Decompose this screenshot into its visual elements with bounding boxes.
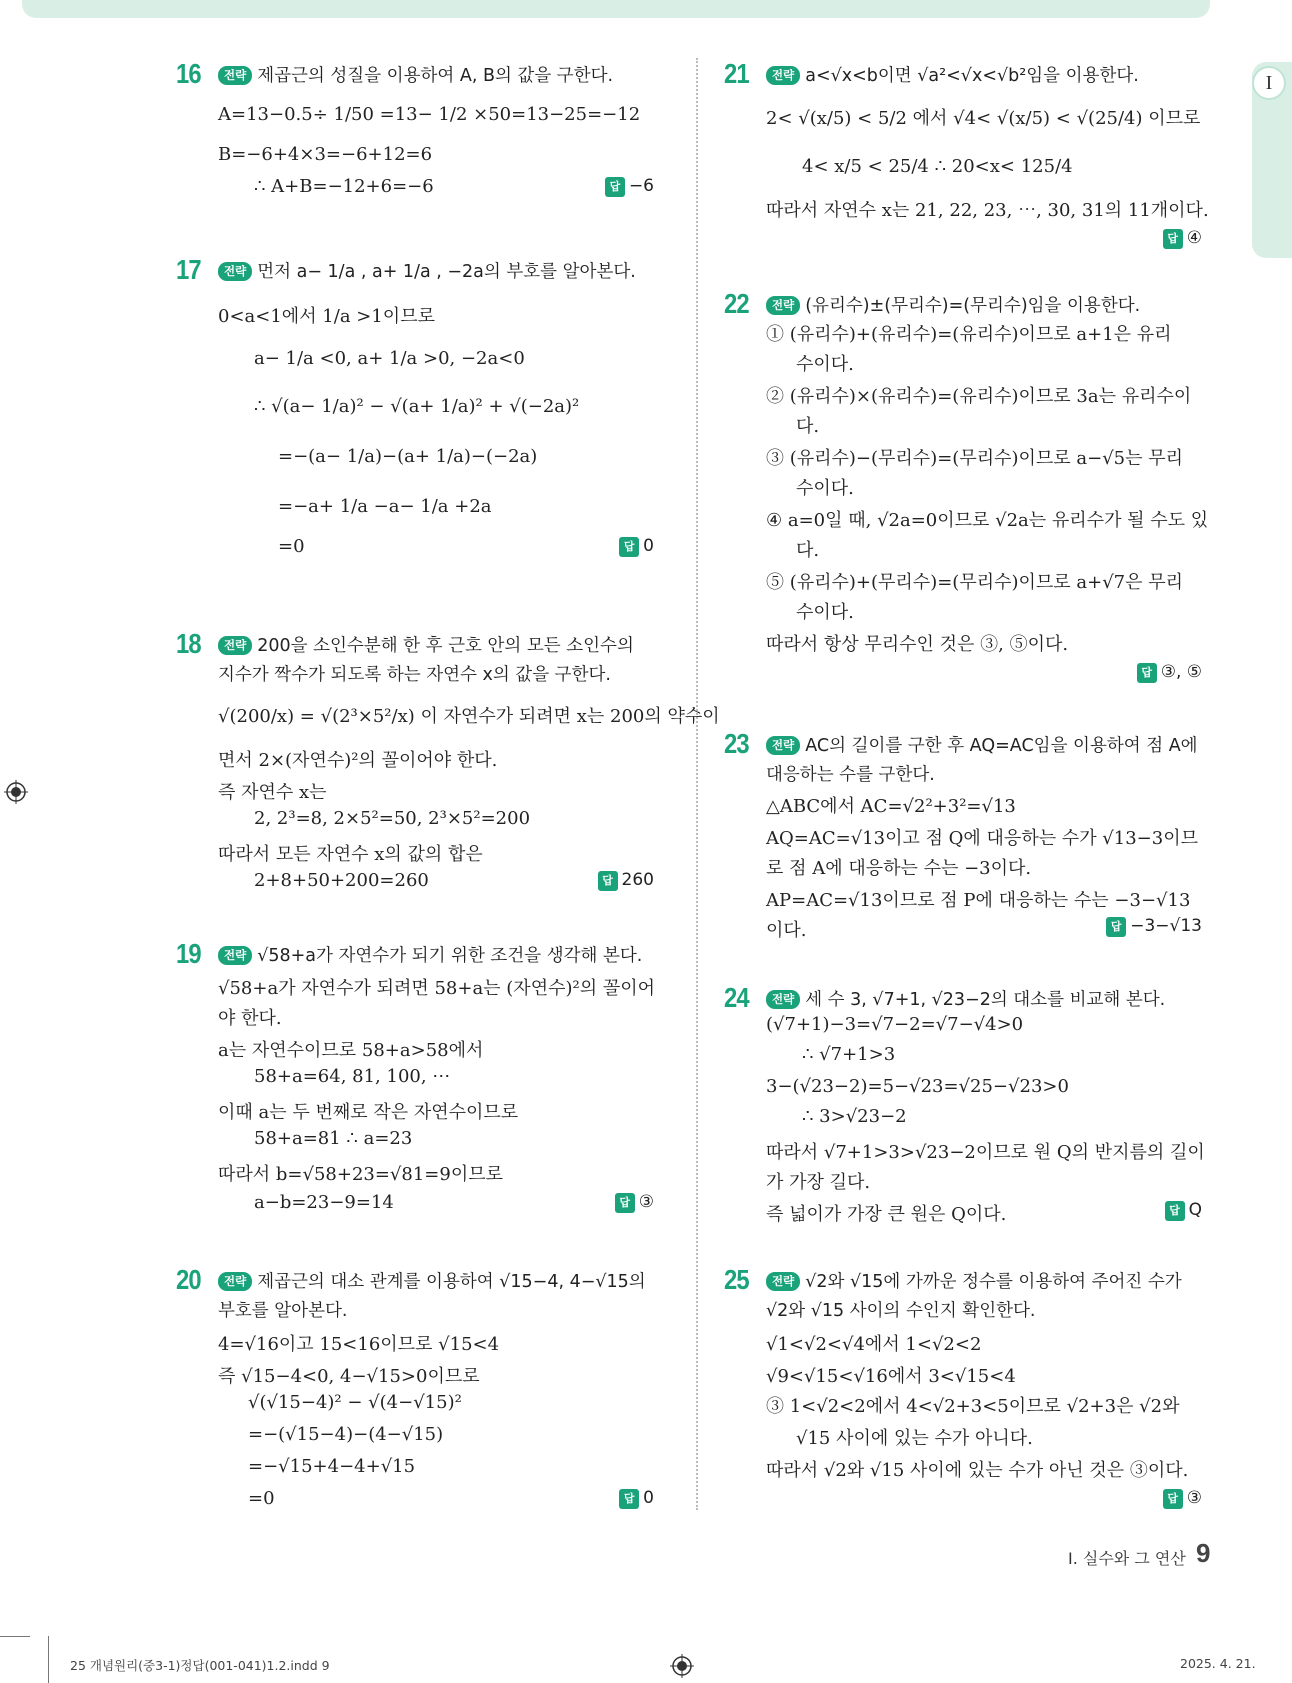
solution-line: =−a+ 1/a −a− 1/a +2a bbox=[278, 496, 492, 517]
strategy-text: a<√x<b이면 √a²<√x<√b²임을 이용한다. bbox=[805, 66, 1139, 86]
crop-line bbox=[48, 1636, 49, 1683]
solution-line: 2+8+50+200=260 bbox=[254, 870, 429, 891]
strategy-badge: 전략 bbox=[766, 296, 800, 315]
solution-line: 수이다. bbox=[796, 354, 854, 375]
chapter-marker: I bbox=[1252, 66, 1286, 100]
strategy-text: (유리수)±(무리수)=(무리수)임을 이용한다. bbox=[805, 296, 1141, 316]
crop-line bbox=[0, 1636, 30, 1637]
strategy-line bbox=[766, 62, 1202, 91]
strategy-line bbox=[766, 292, 1202, 321]
solution-line: 수이다. bbox=[796, 478, 854, 499]
solution-line: 4=√16이고 15<16이므로 √15<4 bbox=[218, 1334, 500, 1355]
answer bbox=[1106, 916, 1202, 937]
answer-icon: 답 bbox=[1137, 663, 1157, 683]
solution-line: 면서 2×(자연수)²의 꼴이어야 한다. bbox=[218, 750, 498, 771]
strategy-line bbox=[218, 942, 654, 971]
answer-value: ③, ⑤ bbox=[1160, 662, 1202, 682]
section-title: I. 실수와 그 연산 bbox=[1068, 1549, 1186, 1568]
chapter-side-tab bbox=[1252, 62, 1292, 258]
solution-line: ③ 1<√2<2에서 4<√2+3<5이므로 √2+3은 √2와 bbox=[766, 1396, 1180, 1417]
answer bbox=[615, 1192, 654, 1213]
answer-icon: 답 bbox=[598, 871, 618, 891]
solution-line: AQ=AC=√13이고 점 Q에 대응하는 수가 √13−3이므 bbox=[766, 828, 1198, 849]
solution-line: 가 가장 길다. bbox=[766, 1172, 871, 1193]
solution-line: a−b=23−9=14 bbox=[254, 1192, 394, 1213]
answer-value: 0 bbox=[643, 536, 654, 556]
strategy-text: 제곱근의 성질을 이용하여 A, B의 값을 구한다. bbox=[257, 66, 614, 86]
problem-number: 19 bbox=[176, 938, 201, 969]
problem-number: 23 bbox=[724, 728, 749, 759]
solution-line: 2< √(x/5) < 5/2 에서 √4< √(x/5) < √(25/4) 이므로 bbox=[766, 108, 1201, 129]
page-number: 9 bbox=[1196, 1538, 1211, 1568]
top-color-band bbox=[22, 0, 1210, 18]
solution-line: 수이다. bbox=[796, 602, 854, 623]
solution-line: 따라서 모든 자연수 x의 값의 합은 bbox=[218, 844, 483, 865]
answer-value: ④ bbox=[1186, 228, 1202, 248]
answer-icon: 답 bbox=[1106, 917, 1126, 937]
column-divider bbox=[696, 58, 698, 1510]
answer bbox=[1165, 1200, 1202, 1221]
answer bbox=[619, 536, 654, 557]
solution-line: ∴ A+B=−12+6=−6 bbox=[254, 176, 434, 197]
solution-line: 즉 자연수 x는 bbox=[218, 782, 327, 803]
answer-value: 0 bbox=[643, 1488, 654, 1508]
solution-line: a는 자연수이므로 58+a>58에서 bbox=[218, 1040, 484, 1061]
strategy-badge: 전략 bbox=[766, 736, 800, 755]
solution-line: ⑤ (유리수)+(무리수)=(무리수)이므로 a+√7은 무리 bbox=[766, 572, 1184, 593]
strategy-badge: 전략 bbox=[218, 262, 252, 281]
strategy-line bbox=[218, 258, 654, 287]
answer-icon: 답 bbox=[1163, 229, 1183, 249]
solution-line: 즉 √15−4<0, 4−√15>0이므로 bbox=[218, 1366, 480, 1387]
solution-line: ① (유리수)+(유리수)=(유리수)이므로 a+1은 유리 bbox=[766, 324, 1172, 345]
solution-line: =−√15+4−4+√15 bbox=[248, 1456, 416, 1477]
answer-value: ③ bbox=[638, 1192, 654, 1212]
solution-line: 3−(√23−2)=5−√23=√25−√23>0 bbox=[766, 1076, 1069, 1097]
strategy-text: √2와 √15에 가까운 정수를 이용하여 주어진 수가 √2와 √15 사이의 수인지 확인한다. bbox=[766, 1272, 1182, 1321]
problem-number: 20 bbox=[176, 1264, 201, 1295]
solution-line: 즉 넓이가 가장 큰 원은 Q이다. bbox=[766, 1204, 1007, 1225]
strategy-text: AC의 길이를 구한 후 AQ=AC임을 이용하여 점 A에 대응하는 수를 구한다. bbox=[766, 736, 1198, 785]
solution-line: √1<√2<√4에서 1<√2<2 bbox=[766, 1334, 982, 1355]
solution-line: 따라서 √2와 √15 사이에 있는 수가 아닌 것은 ③이다. bbox=[766, 1460, 1189, 1481]
solution-line: △ABC에서 AC=√2²+3²=√13 bbox=[766, 796, 1016, 817]
solution-line: 이다. bbox=[766, 920, 807, 941]
strategy-text: 먼저 a− 1/a , a+ 1/a , −2a의 부호를 알아본다. bbox=[257, 262, 636, 282]
registration-mark-icon bbox=[670, 1654, 694, 1678]
solution-line: √(√15−4)² − √(4−√15)² bbox=[248, 1392, 462, 1413]
problem-number: 21 bbox=[724, 58, 749, 89]
answer bbox=[605, 176, 654, 197]
solution-line: 야 한다. bbox=[218, 1008, 282, 1029]
solution-line: =0 bbox=[278, 536, 305, 557]
solution-line: =0 bbox=[248, 1488, 275, 1509]
solution-line: A=13−0.5÷ 1/50 =13− 1/2 ×50=13−25=−12 bbox=[218, 104, 641, 125]
strategy-badge: 전략 bbox=[218, 946, 252, 965]
strategy-badge: 전략 bbox=[766, 990, 800, 1009]
strategy-badge: 전략 bbox=[218, 636, 252, 655]
answer-icon: 답 bbox=[1163, 1489, 1183, 1509]
answer-value: Q bbox=[1188, 1200, 1202, 1220]
solution-line: √58+a가 자연수가 되려면 58+a는 (자연수)²의 꼴이어 bbox=[218, 978, 655, 999]
solution-line: 58+a=81 ∴ a=23 bbox=[254, 1128, 413, 1149]
problem-number: 17 bbox=[176, 254, 201, 285]
answer bbox=[598, 870, 654, 891]
answer-value: −6 bbox=[628, 176, 654, 196]
solution-line: 따라서 b=√58+23=√81=9이므로 bbox=[218, 1164, 504, 1185]
answer-icon: 답 bbox=[619, 537, 639, 557]
solution-line: ② (유리수)×(유리수)=(유리수)이므로 3a는 유리수이 bbox=[766, 386, 1192, 407]
strategy-badge: 전략 bbox=[766, 66, 800, 85]
strategy-text: 200을 소인수분해 한 후 근호 안의 모든 소인수의 지수가 짝수가 되도록 하는 자연수 x의 값을 구한다. bbox=[218, 636, 634, 685]
solution-line: ④ a=0일 때, √2a=0이므로 √2a는 유리수가 될 수도 있 bbox=[766, 510, 1209, 531]
solution-line: AP=AC=√13이므로 점 P에 대응하는 수는 −3−√13 bbox=[766, 890, 1191, 911]
solution-line: ∴ √(a− 1/a)² − √(a+ 1/a)² + √(−2a)² bbox=[254, 396, 580, 417]
solution-line: 4< x/5 < 25/4 ∴ 20<x< 125/4 bbox=[802, 156, 1073, 177]
answer-value: −3−√13 bbox=[1130, 916, 1202, 936]
strategy-line bbox=[766, 1268, 1202, 1326]
problem-number: 24 bbox=[724, 982, 749, 1013]
print-date: 2025. 4. 21. bbox=[1180, 1656, 1256, 1671]
strategy-line bbox=[766, 986, 1202, 1015]
solution-line: (√7+1)−3=√7−2=√7−√4>0 bbox=[766, 1014, 1024, 1035]
solution-line: ∴ 3>√23−2 bbox=[802, 1106, 907, 1127]
strategy-badge: 전략 bbox=[218, 66, 252, 85]
solution-line: =−(√15−4)−(4−√15) bbox=[248, 1424, 444, 1445]
solution-line: 다. bbox=[796, 416, 820, 437]
answer bbox=[619, 1488, 654, 1509]
strategy-text: 제곱근의 대소 관계를 이용하여 √15−4, 4−√15의 부호를 알아본다. bbox=[218, 1272, 646, 1321]
solution-line: B=−6+4×3=−6+12=6 bbox=[218, 144, 433, 165]
solution-line: 따라서 자연수 x는 21, 22, 23, ⋯, 30, 31의 11개이다. bbox=[766, 200, 1209, 221]
answer bbox=[1163, 1488, 1202, 1509]
solution-line: 58+a=64, 81, 100, ⋯ bbox=[254, 1066, 451, 1087]
strategy-line bbox=[218, 1268, 654, 1326]
strategy-line bbox=[766, 732, 1202, 790]
strategy-badge: 전략 bbox=[218, 1272, 252, 1291]
strategy-text: √58+a가 자연수가 되기 위한 조건을 생각해 본다. bbox=[257, 946, 643, 966]
answer bbox=[1163, 228, 1202, 249]
answer-value: ③ bbox=[1186, 1488, 1202, 1508]
problem-number: 16 bbox=[176, 58, 201, 89]
strategy-text: 세 수 3, √7+1, √23−2의 대소를 비교해 본다. bbox=[805, 990, 1166, 1010]
solution-line: 따라서 항상 무리수인 것은 ③, ⑤이다. bbox=[766, 634, 1069, 655]
answer-icon: 답 bbox=[619, 1489, 639, 1509]
solution-line: 이때 a는 두 번째로 작은 자연수이므로 bbox=[218, 1102, 519, 1123]
registration-mark-icon bbox=[4, 780, 28, 804]
problem-number: 22 bbox=[724, 288, 749, 319]
problem-number: 18 bbox=[176, 628, 201, 659]
solution-line: √15 사이에 있는 수가 아니다. bbox=[796, 1428, 1033, 1449]
solution-line: √(200/x) = √(2³×5²/x) 이 자연수가 되려면 x는 200의 약수이 bbox=[218, 706, 720, 727]
solution-line: 0<a<1에서 1/a >1이므로 bbox=[218, 306, 435, 327]
strategy-line bbox=[218, 62, 654, 91]
file-info: 25 개념원리(중3-1)정답(001-041)1.2.indd 9 bbox=[70, 1658, 330, 1673]
solution-line: ∴ √7+1>3 bbox=[802, 1044, 896, 1065]
answer-value: 260 bbox=[621, 870, 654, 890]
solution-line: 따라서 √7+1>3>√23−2이므로 원 Q의 반지름의 길이 bbox=[766, 1142, 1205, 1163]
solution-line: 다. bbox=[796, 540, 820, 561]
solution-line: =−(a− 1/a)−(a+ 1/a)−(−2a) bbox=[278, 446, 538, 467]
answer bbox=[1137, 662, 1202, 683]
answer-icon: 답 bbox=[605, 177, 625, 197]
solution-line: 로 점 A에 대응하는 수는 −3이다. bbox=[766, 858, 1032, 879]
solution-line: ③ (유리수)−(무리수)=(무리수)이므로 a−√5는 무리 bbox=[766, 448, 1184, 469]
problem-number: 25 bbox=[724, 1264, 749, 1295]
strategy-line bbox=[218, 632, 654, 690]
answer-icon: 답 bbox=[615, 1193, 635, 1213]
solution-line: a− 1/a <0, a+ 1/a >0, −2a<0 bbox=[254, 348, 525, 369]
strategy-badge: 전략 bbox=[766, 1272, 800, 1291]
answer-icon: 답 bbox=[1165, 1201, 1185, 1221]
solution-line: 2, 2³=8, 2×5²=50, 2³×5²=200 bbox=[254, 808, 531, 829]
solution-line: √9<√15<√16에서 3<√15<4 bbox=[766, 1366, 1016, 1387]
